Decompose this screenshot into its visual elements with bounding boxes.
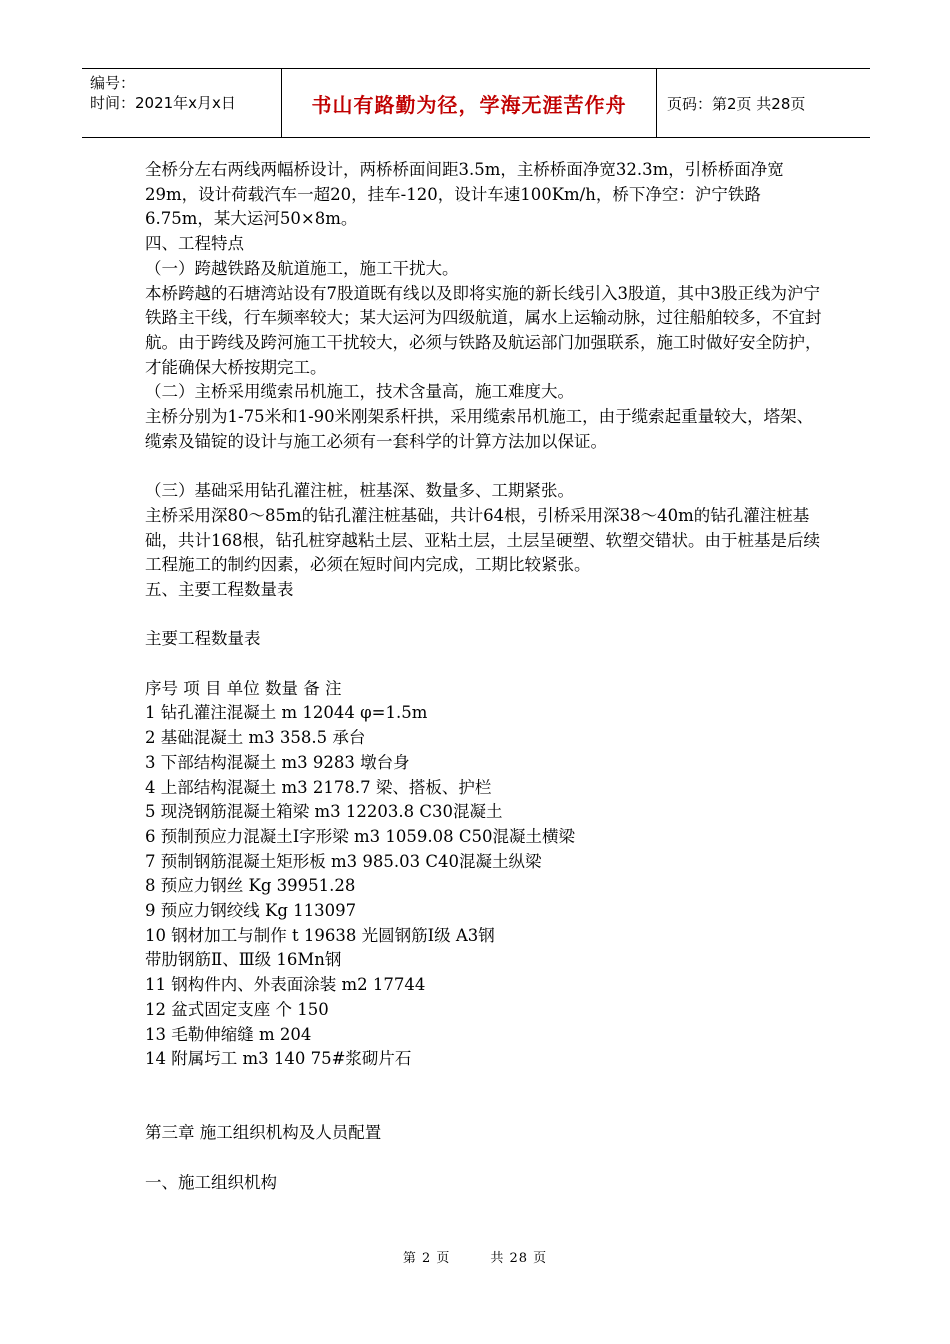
table-line: 带肋钢筋Ⅱ、Ⅲ级 16Mn钢	[145, 950, 342, 970]
document-date: 时间：2021年x月x日	[90, 94, 236, 112]
header-motto: 书山有路勤为径，学海无涯苦作舟	[282, 69, 657, 137]
spacer	[145, 1097, 825, 1122]
table-line: 4 上部结构混凝土 m3 2178.7 梁、搭板、护栏	[145, 777, 492, 797]
heading-project-features: 四、工程特点	[145, 234, 244, 254]
heading-quantity-table: 五、主要工程数量表	[145, 579, 294, 599]
document-number-label: 编号：	[90, 74, 136, 92]
subheading-bored-piles: （三）基础采用钻孔灌注桩，桩基深、数量多、工期紧张。	[145, 481, 574, 501]
paragraph-bridge-design: 全桥分左右两线两幅桥设计，两桥桥面间距3.5m，主桥桥面净宽32.3m，引桥桥面净宽29m，设计荷载汽车一超20，挂车-120，设计车速100Km/h，桥下净空：沪宁铁路6.75m，某大运河50×8m。	[145, 160, 784, 229]
subheading-cable-crane: （二）主桥采用缆索吊机施工，技术含量高，施工难度大。	[145, 382, 574, 402]
quantity-table	[145, 677, 825, 1072]
spacer	[145, 454, 825, 479]
table-line: 14 附属圬工 m3 140 75#浆砌片石	[145, 1049, 412, 1069]
table-line: 7 预制钢筋混凝土矩形板 m3 985.03 C40混凝土纵梁	[145, 851, 542, 871]
footer-total-pages: 共 28 页	[490, 1251, 548, 1266]
subheading-railway-crossing: （一）跨越铁路及航道施工，施工干扰大。	[145, 258, 459, 278]
table-line: 6 预制预应力混凝土Ⅰ字形梁 m3 1059.08 C50混凝土横梁	[145, 826, 575, 846]
spacer	[145, 1146, 825, 1171]
spacer	[145, 603, 825, 628]
table-line: 1 钻孔灌注混凝土 m 12044 φ=1.5m	[145, 703, 428, 723]
chapter-heading: 第三章 施工组织机构及人员配置	[145, 1123, 382, 1143]
table-line: 9 预应力钢绞线 Kg 113097	[145, 901, 357, 921]
page-footer	[0, 1247, 950, 1266]
spacer	[145, 1072, 825, 1097]
spacer	[145, 652, 825, 677]
page-header	[82, 68, 870, 138]
footer-page-number: 第 2 页	[402, 1251, 451, 1266]
paragraph-bored-piles: 主桥采用深80～85m的钻孔灌注桩基础，共计64根，引桥采用深38～40m的钻孔灌注桩基础，共计168根，钻孔桩穿越粘土层、亚粘土层，土层呈硬塑、软塑交错状。由于桩基是后续工程施工的制约因素，必须在短时间内完成，工期比较紧张。	[145, 505, 820, 575]
table-line: 2 基础混凝土 m3 358.5 承台	[145, 728, 366, 748]
paragraph-cable-crane: 主桥分别为1-75米和1-90米刚架系杆拱，采用缆索吊机施工，由于缆索起重量较大，塔架、缆索及锚锭的设计与施工必须有一套科学的计算方法加以保证。	[145, 407, 814, 451]
document-body	[145, 158, 825, 1195]
table-line: 3 下部结构混凝土 m3 9283 墩台身	[145, 752, 410, 772]
paragraph-railway-crossing: 本桥跨越的石塘湾站设有7股道既有线以及即将实施的新长线引入3股道，其中3股正线为沪宁铁路主干线，行车频率较大；某大运河为四级航道，属水上运输动脉，过往船舶较多，不宜封航。由于跨线及跨河施工干扰较大，必须与铁路及航运部门加强联系，施工时做好安全防护，才能确保大桥按期完工。	[145, 283, 822, 377]
table-line: 13 毛勒伸缩缝 m 204	[145, 1024, 312, 1044]
table-line: 8 预应力钢丝 Kg 39951.28	[145, 876, 356, 896]
table-line: 5 现浇钢筋混凝土箱梁 m3 12203.8 C30混凝土	[145, 802, 503, 822]
header-page-info: 页码：第2页 共28页	[667, 94, 806, 113]
table-line: 序号 项 目 单位 数量 备 注	[145, 678, 342, 698]
table-line: 12 盆式固定支座 个 150	[145, 999, 329, 1019]
table-line: 10 钢材加工与制作 t 19638 光圆钢筋Ⅰ级 A3钢	[145, 925, 495, 945]
header-meta	[82, 69, 282, 137]
quantity-table-title: 主要工程数量表	[145, 629, 261, 649]
section-heading: 一、施工组织机构	[145, 1172, 277, 1192]
table-line: 11 钢构件内、外表面涂装 m2 17744	[145, 975, 426, 995]
